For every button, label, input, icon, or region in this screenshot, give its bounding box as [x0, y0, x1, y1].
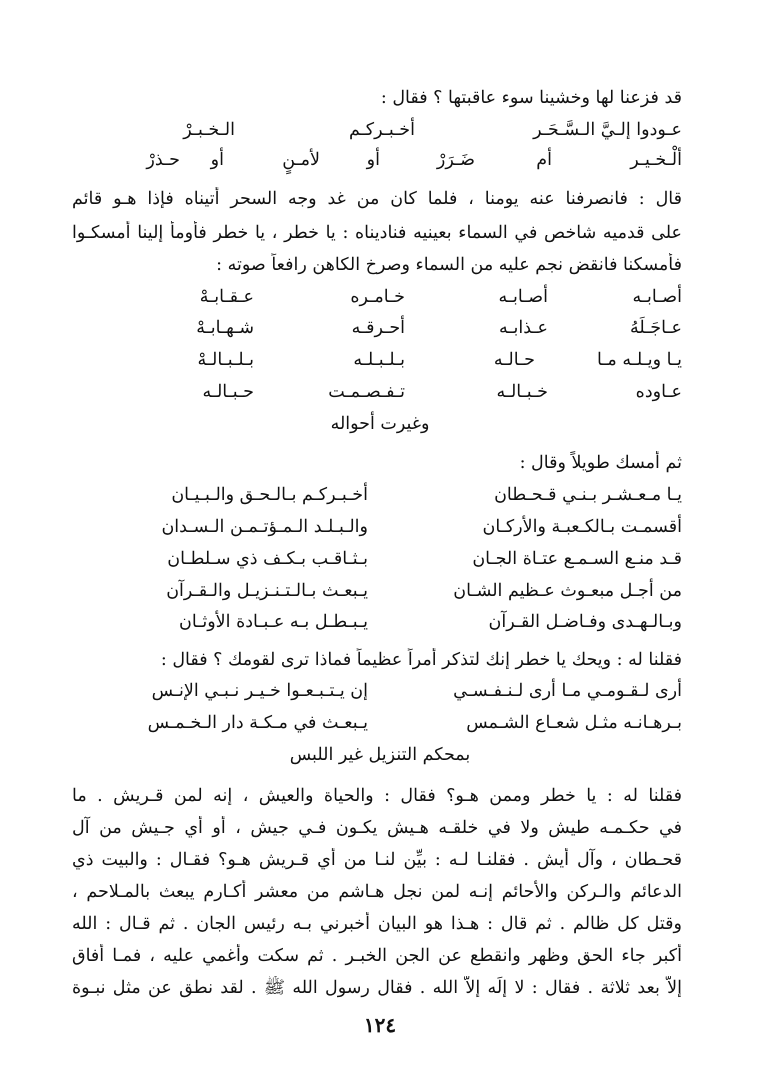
verse-segment: أو	[366, 150, 380, 170]
text-line: وقتل كل ظالم . ثم قال : هـذا هو البيان أخبرني بـه رئيس الجان . ثم قـال : الله	[72, 914, 682, 934]
text-line: قد فزعنا لها وخشينا سوء عاقبتها ؟ فقال :	[380, 88, 682, 108]
verse-segment: خـامـره	[350, 287, 405, 307]
verse-segment: عـاجَـلَهُ	[629, 318, 682, 338]
text-line: في حكـمـه طيش ولا في خلقـه هـيش يكـون فـي جيش ، أو أي جـيش من آل	[72, 818, 682, 838]
verse-segment: الـخـبـرْ	[183, 120, 235, 140]
verse-hemistich: يـبـطـل بـه عـبـادة الأوثـان	[179, 612, 368, 632]
text-line: قال : فانصرفنا عنه يومنا ، فلما كان من غد وجه السحر أتيناه فإذا هـو قائم	[72, 189, 682, 209]
verse-hemistich: يـبعـث بـالـتـنـزيـل والـقـرآن	[166, 581, 368, 601]
text-line: فقلنا له : يا خطر وممن هـو؟ فقال : والحياة والعيش ، إنه لمن قـريش . ما	[72, 786, 682, 806]
verse-segment: عـودوا إلـيَّ الـسَّـحَـر	[533, 120, 682, 140]
verse-segment: أو	[210, 150, 224, 170]
verse-segment: تـفـصـمـت	[328, 382, 405, 402]
verse-hemistich: قـد منـع السـمـع عتـاة الجـان	[472, 549, 682, 569]
verse-segment: بـلـبـلـه	[353, 350, 405, 370]
verse-segment: أصـابـه	[498, 287, 548, 307]
text-line: فأمسكنا فانقض نجم عليه من السماء وصرخ الكاهن رافعاً صوته :	[216, 255, 682, 275]
verse-segment: خـبـالـه	[496, 382, 548, 402]
text-line: على قدميه شاخص في السماء بعينيه فناديناه : يا خطر ، يا خطر فأومأ إلينا أمسكـوا	[72, 223, 682, 243]
verse-hemistich: يـبعـث في مـكـة دار الـخـمـس	[147, 713, 368, 733]
text-line: أكبر جاء الحق وظهر وانقطع عن الجن الخبـر . ثم سكت وأغمي عليه ، فمـا أفاق	[72, 946, 682, 966]
verse-hemistich: أقسمـت بـالكـعبـة والأركـان	[482, 517, 682, 537]
text-line: إلاَّ بعد ثلاثة . فقال : لا إلَه إلاّ الله . فقال رسول الله ﷺ . لقد نطق عن مثل نبـوة	[72, 978, 682, 998]
verse-segment: يـا ويـلـه مـا	[596, 350, 682, 370]
verse-segment: حـبـالـه	[202, 382, 254, 402]
verse-hemistich: من أجـل مبعـوث عـظيم الشـان	[453, 581, 682, 601]
text-line: فقلنا له : ويحك يا خطر إنك لتذكر أمراً عظيماً فماذا ترى لقومك ؟ فقال :	[160, 650, 682, 670]
verse-segment: ضَـرَرْ	[436, 150, 475, 170]
verse-segment: عـذابـه	[499, 318, 548, 338]
verse-segment: شـهـابـهْ	[196, 318, 254, 338]
verse-footer: وغيرت أحواله	[330, 414, 430, 434]
verse-segment: ألْـخـيـر	[630, 150, 682, 170]
verse-segment: بـلـبـالـهْ	[197, 350, 254, 370]
verse-hemistich: بـثـاقـب بـكـف ذي سـلطـان	[167, 549, 368, 569]
verse-segment: عـقـابـهْ	[199, 287, 254, 307]
text-line: قحـطان ، وآل أيش . فقلنـا لـه : بيِّن لنـا من أي قـريش هـو؟ فقـال : والبيت ذي	[72, 850, 682, 870]
verse-segment: حـذرْ	[146, 150, 180, 170]
text-line: ثم أمسك طويلاً وقال :	[519, 453, 682, 473]
verse-segment: أحـرقـه	[351, 318, 405, 338]
verse-footer: بمحكم التنزيل غير اللبس	[289, 745, 471, 765]
verse-hemistich: إن يـتـبـعـوا خـيـر نـبـي الإنـس	[151, 681, 368, 701]
verse-hemistich: أرى لـقـومـي مـا أرى لـنـفـسـي	[453, 681, 682, 701]
page-number: ١٢٤	[363, 1013, 397, 1037]
verse-hemistich: بـرهـانـه مثـل شعـاع الشـمس	[466, 713, 682, 733]
verse-hemistich: والـبـلـد الـمـؤتـمـن الـسـدان	[161, 517, 368, 537]
verse-hemistich: يـا مـعـشـر بـنـي قـحـطان	[494, 485, 682, 505]
verse-segment: لأمـنٍ	[282, 150, 320, 170]
verse-segment: أصـابـه	[632, 287, 682, 307]
verse-segment: عـاوده	[635, 382, 682, 402]
text-line: الدعائم والـركن والأحائم إنـه لمن نجل هـاشم من معشر أكـارم يبعث بالمـلاحم ،	[72, 882, 682, 902]
verse-segment: حـالـه	[493, 350, 535, 370]
verse-hemistich: وبـالـهـدى وفـاضـل القـرآن	[488, 612, 682, 632]
verse-hemistich: أخـبـركـم بـالـحـق والـبـيـان	[171, 485, 368, 505]
verse-segment: أم	[536, 150, 552, 170]
verse-segment: أخـبـركـم	[349, 120, 415, 140]
